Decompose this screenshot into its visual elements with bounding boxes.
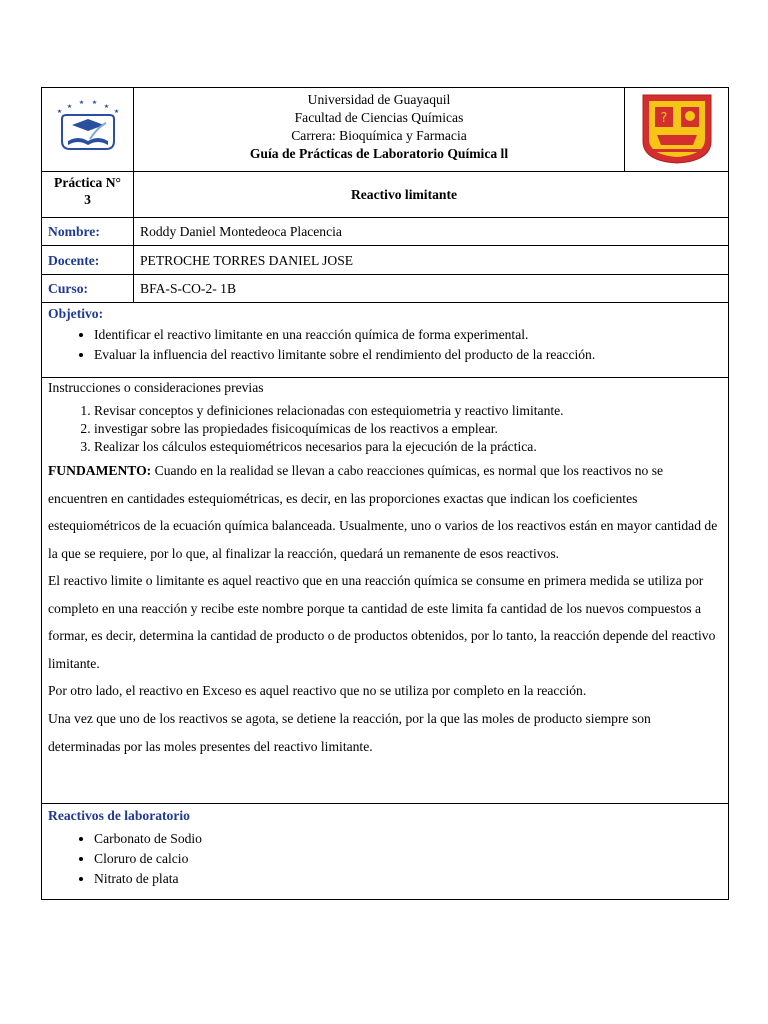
teacher-label: Docente: [42, 246, 134, 275]
course-value: BFA-S-CO-2- 1B [134, 275, 729, 303]
reagent-item: • Cloruro de calcio [94, 849, 722, 869]
career-name: Carrera: Bioquímica y Farmacia [291, 128, 467, 143]
objective-list [48, 325, 722, 365]
faculty-name: Facultad de Ciencias Químicas [294, 110, 464, 125]
fundamento-paragraph-1 [48, 457, 722, 567]
practice-title: Reactivo limitante [134, 172, 729, 218]
instruction-item: 2. investigar sobre las propiedades fisicoquímicas de los reactivos a emplear. [94, 420, 722, 438]
instruction-item: 1. Revisar conceptos y definiciones relacionadas con estequiometria y reactivo limitante. [94, 402, 722, 420]
course-label: Curso: [42, 275, 134, 303]
lab-guide-table [41, 87, 729, 900]
objective-section [42, 303, 729, 378]
university-name: Universidad de Guayaquil [307, 92, 451, 107]
institution-header [134, 88, 625, 172]
university-logo-cell [42, 88, 134, 172]
guide-title: Guía de Prácticas de Laboratorio Química ll [249, 146, 509, 161]
instructions-list [48, 402, 722, 456]
practice-label: Práctica N° [54, 175, 121, 190]
faculty-logo-cell [625, 88, 729, 172]
fundamento-label: FUNDAMENTO: [48, 463, 152, 478]
fundamento-paragraph-3: Por otro lado, el reactivo en Exceso es aquel reactivo que no se utiliza por completo en la reacción. [48, 683, 587, 698]
lab-guide-document [41, 87, 728, 900]
teacher-value: PETROCHE TORRES DANIEL JOSE [134, 246, 729, 275]
svg-text:?: ? [660, 110, 667, 126]
objective-item: • Identificar el reactivo limitante en una reacción química de forma experimental. [94, 325, 722, 345]
objective-heading: Objetivo: [48, 306, 104, 321]
practice-number-cell [42, 172, 134, 218]
objective-item: • Evaluar la influencia del reactivo limitante sobre el rendimiento del producto de la reacción. [94, 345, 722, 365]
reagent-item: • Carbonato de Sodio [94, 829, 722, 849]
reagents-section [42, 804, 729, 900]
name-value: Roddy Daniel Montedeoca Placencia [134, 218, 729, 246]
fundamento-block [48, 457, 722, 761]
name-label: Nombre: [42, 218, 134, 246]
practice-number: 3 [84, 192, 91, 207]
faculty-chemistry-crest-icon [639, 91, 715, 165]
reagents-list [48, 829, 722, 889]
reagent-item: • Nitrato de plata [94, 869, 722, 889]
instruction-item: 3. Realizar los cálculos estequiométricos necesarios para la ejecución de la práctica. [94, 438, 722, 456]
instructions-section [42, 378, 729, 804]
reagents-heading: Reactivos de laboratorio [48, 808, 190, 823]
university-book-emblem-icon [50, 97, 126, 159]
fundamento-text-1: Cuando en la realidad se llevan a cabo reacciones químicas, es normal que los reactivos no se encuentren en cantidades estequiométricas, es decir, en las proporciones exactas que indican los coeficientes estequiométricos de la ecuación química balanceada. Usualmente, uno o varios de los reactivos están en mayor cantidad de la que se requiere, por lo que, al finalizar la reacción, quedará un remanente de esos reactivos. [48, 463, 718, 561]
instructions-heading: Instrucciones o consideraciones previas [48, 380, 264, 395]
fundamento-paragraph-4: Una vez que uno de los reactivos se agota, se detiene la reacción, por la que las moles de producto siempre son determinadas por las moles presentes del reactivo limitante. [48, 710, 651, 754]
fundamento-paragraph-2: El reactivo limite o limitante es aquel reactivo que en una reacción química se consume en primera medida se utiliza por completo en una reacción y recibe este nombre porque ta cantidad de este limita fa cantidad de los nuevos compuestos a formar, es decir, determina la cantidad de producto o de productos obtenidos, por lo tanto, la reacción depende del reactivo limitante. [48, 573, 716, 671]
